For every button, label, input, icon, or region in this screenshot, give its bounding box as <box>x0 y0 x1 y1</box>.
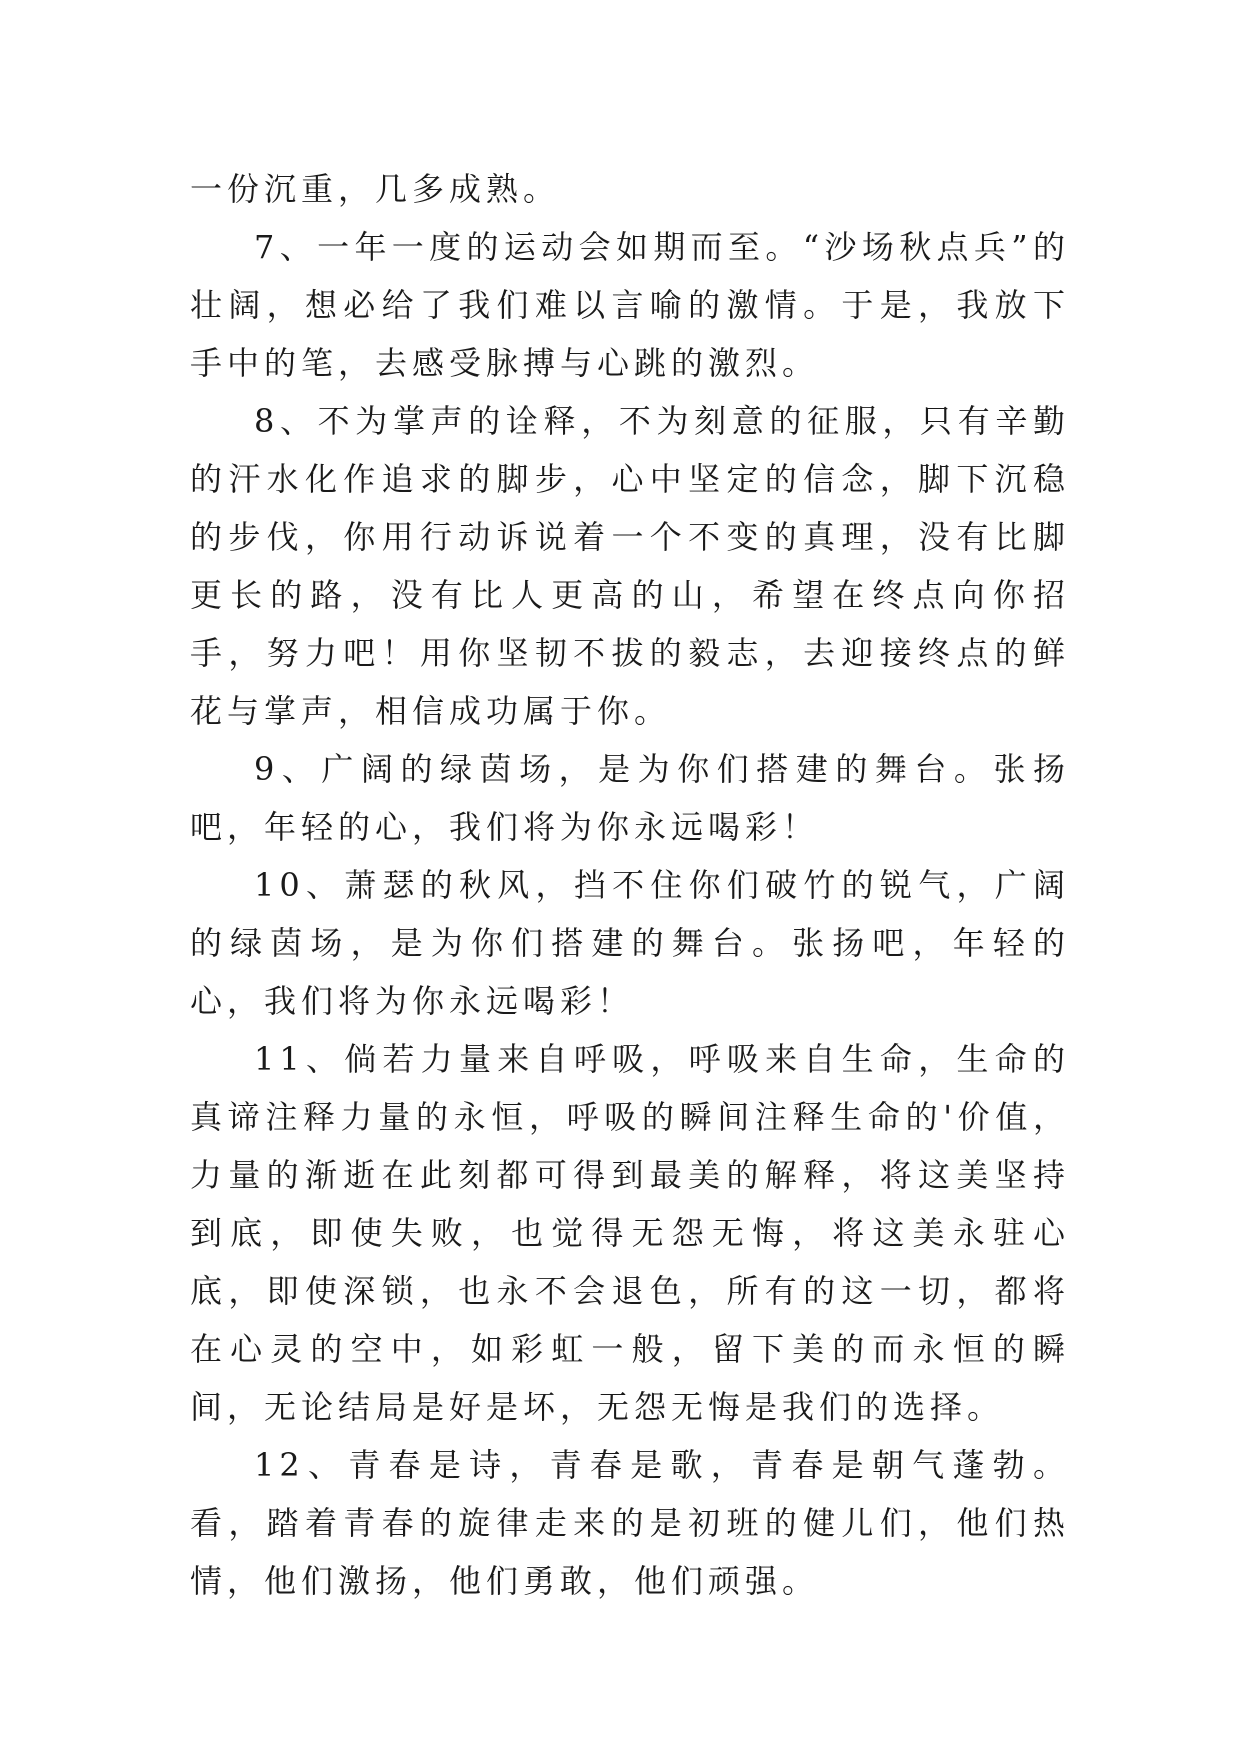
paragraph-item-10: 10、萧瑟的秋风，挡不住你们破竹的锐气，广阔的绿茵场，是为你们搭建的舞台。张扬吧，年轻的心，我们将为你永远喝彩！ <box>190 866 1070 1020</box>
document-body <box>190 160 1070 1610</box>
paragraph-item-7: 7、一年一度的运动会如期而至。“沙场秋点兵”的壮阔，想必给了我们难以言喻的激情。于是，我放下手中的笔，去感受脉搏与心跳的激烈。 <box>190 228 1070 382</box>
paragraph-item-12: 12、青春是诗，青春是歌，青春是朝气蓬勃。看，踏着青春的旋律走来的是初班的健儿们，他们热情，他们激扬，他们勇敢，他们顽强。 <box>190 1446 1070 1600</box>
paragraph-item-8: 8、不为掌声的诠释，不为刻意的征服，只有辛勤的汗水化作追求的脚步，心中坚定的信念，脚下沉稳的步伐，你用行动诉说着一个不变的真理，没有比脚更长的路，没有比人更高的山，希望在终点向你招手，努力吧！用你坚韧不拔的毅志，去迎接终点的鲜花与掌声，相信成功属于你。 <box>190 402 1070 730</box>
paragraph-continuation: 一份沉重，几多成熟。 <box>190 170 561 208</box>
paragraph-item-11: 11、倘若力量来自呼吸，呼吸来自生命，生命的真谛注释力量的永恒，呼吸的瞬间注释生命的'价值，力量的渐逝在此刻都可得到最美的解释，将这美坚持到底，即使失败，也觉得无怨无悔，将这美永驻心底，即使深锁，也永不会退色，所有的这一切，都将在心灵的空中，如彩虹一般，留下美的而永恒的瞬间，无论结局是好是坏，无怨无悔是我们的选择。 <box>190 1040 1070 1426</box>
paragraph-item-9: 9、广阔的绿茵场，是为你们搭建的舞台。张扬吧，年轻的心，我们将为你永远喝彩！ <box>190 750 1070 846</box>
